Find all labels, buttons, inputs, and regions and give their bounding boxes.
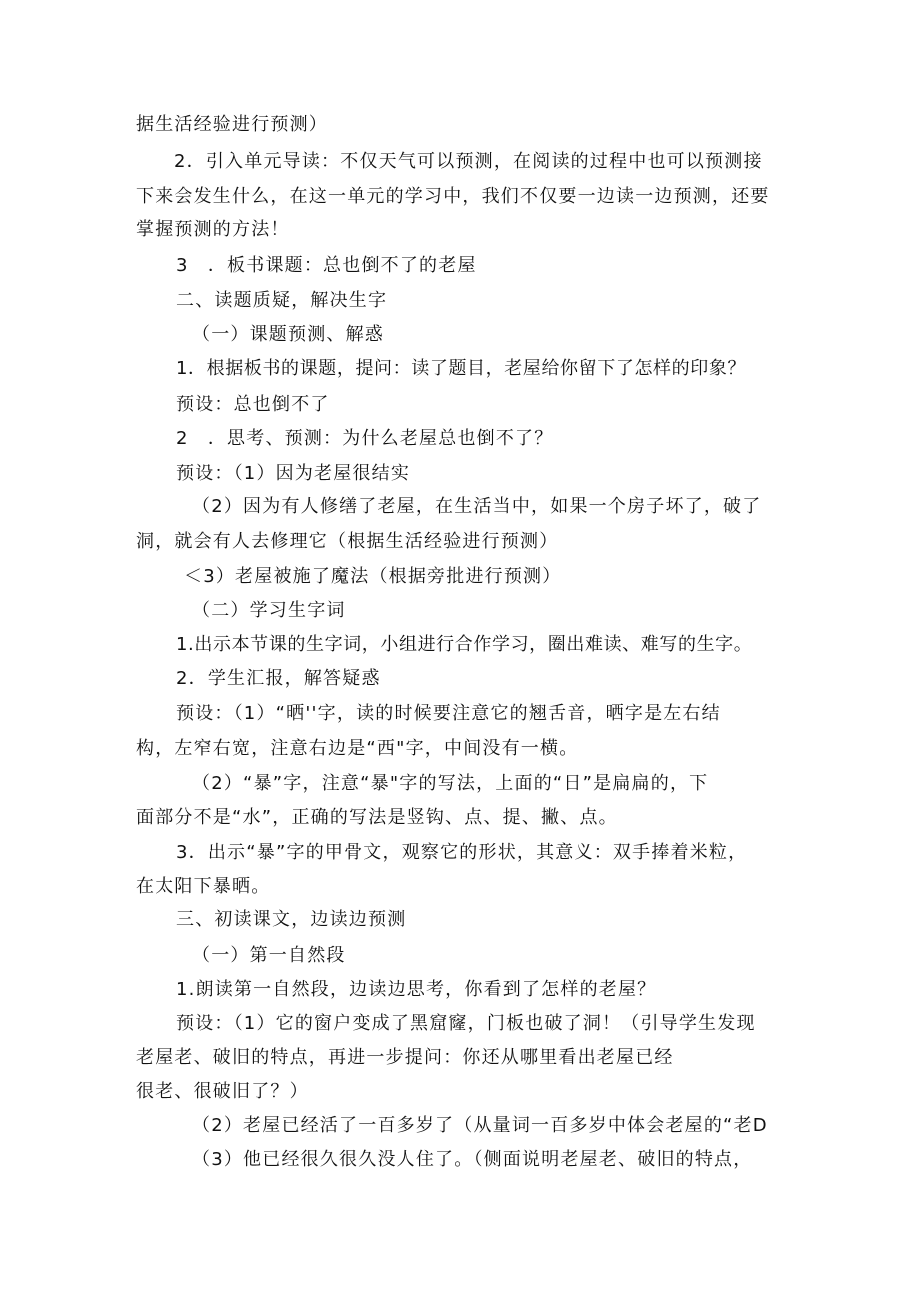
text-line: 1.朗读第一自然段，边读边思考，你看到了怎样的老屋？: [176, 979, 657, 1000]
text-line: 预设：总也倒不了: [176, 394, 330, 415]
text-line: 下来会发生什么，在这一单元的学习中，我们不仅要一边读一边预测，还要: [136, 186, 770, 207]
text-line: 预设：（1）因为老屋很结实: [176, 463, 411, 484]
section-heading: 三、初读课文，边读边预测: [176, 909, 407, 930]
text-line: （2）老屋已经活了一百多岁了（从量词一百多岁中体会老屋的“老D: [192, 1115, 768, 1136]
text-line: 洞，就会有人去修理它（根据生活经验进行预测）: [136, 531, 559, 552]
text-line: （2）“暴”字，注意“暴"字的写法，上面的“日”是扁扁的，下: [192, 773, 709, 794]
text-line: 掌握预测的方法！: [136, 219, 290, 240]
text-line: 3 ．板书课题：总也倒不了的老屋: [176, 255, 477, 276]
subsection-heading: （一）课题预测、解惑: [192, 324, 384, 345]
text-line: 1．根据板书的课题，提问：读了题目，老屋给你留下了怎样的印象？: [176, 358, 747, 379]
text-line: 在太阳下暴晒。: [136, 876, 271, 897]
text-line: （2）因为有人修缮了老屋，在生活当中，如果一个房子坏了，破了: [192, 496, 762, 517]
text-line: 老屋老、破旧的特点，再进一步提问：你还从哪里看出老屋已经: [136, 1047, 674, 1068]
text-line: 据生活经验进行预测）: [136, 114, 328, 135]
text-line: ＜3）老屋被施了魔法（根据旁批进行预测）: [184, 566, 562, 587]
subsection-heading: （二）学习生字词: [192, 600, 346, 621]
text-line: 构，左窄右宽，注意右边是“西"字，中间没有一横。: [136, 738, 579, 759]
text-line: 2．引入单元导读：不仅天气可以预测，在阅读的过程中也可以预测接: [174, 151, 763, 172]
text-line: 预设：（1）它的窗户变成了黑窟窿，门板也破了洞！（引导学生发现: [176, 1013, 756, 1034]
text-line: 预设：（1）“晒''字，读的时候要注意它的翘舌音，晒字是左右结: [176, 703, 721, 724]
section-heading: 二、读题质疑，解决生字: [176, 290, 388, 311]
subsection-heading: （一）第一自然段: [192, 945, 346, 966]
text-line: 3．出示“暴”字的甲骨文，观察它的形状，其意义：双手捧着米粒，: [176, 842, 748, 863]
text-line: 2 ．思考、预测：为什么老屋总也倒不了？: [176, 428, 554, 449]
text-line: 很老、很破旧了？）: [136, 1081, 309, 1102]
text-line: （3）他已经很久很久没人住了。（侧面说明老屋老、破旧的特点，: [192, 1149, 753, 1170]
text-line: 2．学生汇报，解答疑惑: [176, 668, 381, 689]
text-line: 1.出示本节课的生字词，小组进行合作学习，圈出难读、难写的生字。: [176, 634, 753, 655]
text-line: 面部分不是“水”，正确的写法是竖钩、点、提、撇、点。: [136, 807, 618, 828]
